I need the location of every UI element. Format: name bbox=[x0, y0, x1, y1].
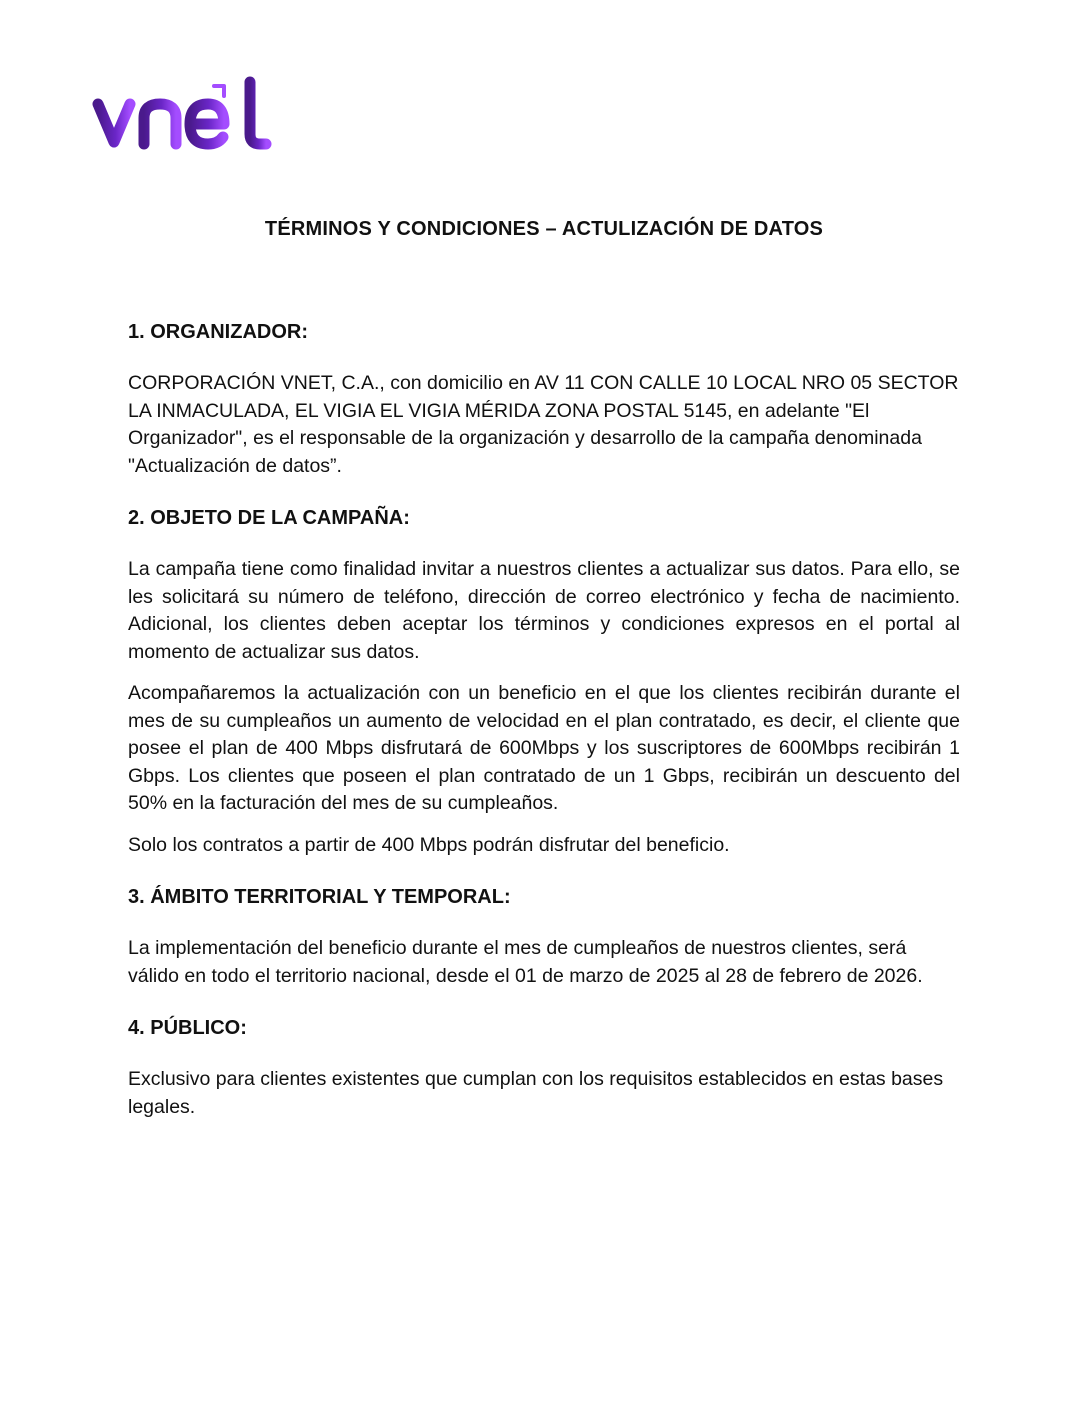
document-body bbox=[128, 318, 960, 1121]
vnet-logo bbox=[90, 74, 290, 154]
section-paragraph: Exclusivo para clientes existentes que cumplan con los requisitos establecidos en estas bases legales. bbox=[128, 1068, 944, 1118]
section-paragraph: Acompañaremos la actualización con un beneficio en el que los clientes recibirán durante el mes de su cumpleaños un aumento de velocidad en el plan contratado, es decir, el cliente que posee el plan de 400 Mbps disfrutará de 600Mbps y los suscriptores de 600Mbps recibirán 1 Gbps. Los clientes que poseen el plan contratado de un 1 Gbps, recibirán un descuento del 50% en la facturación del mes de su cumpleaños. bbox=[128, 682, 960, 814]
section-heading-publico: 4. PÚBLICO: bbox=[128, 1017, 247, 1039]
section-heading-objeto: 2. OBJETO DE LA CAMPAÑA: bbox=[128, 507, 410, 529]
section-paragraph: La campaña tiene como finalidad invitar a nuestros clientes a actualizar sus datos. Para ello, se les solicitará su número de teléfono, dirección de correo electrónico y fecha de nacimiento. Adicional, los clientes deben aceptar los términos y condiciones expresos en el portal al momento de actualizar sus datos. bbox=[128, 558, 960, 663]
section-paragraph: La implementación del beneficio durante el mes de cumpleaños de nuestros clientes, será válido en todo el territorio nacional, desde el 01 de marzo de 2025 al 28 de febrero de 2026. bbox=[128, 937, 923, 987]
section-heading-organizador: 1. ORGANIZADOR: bbox=[128, 321, 308, 343]
document-title: TÉRMINOS Y CONDICIONES – ACTULIZACIÓN DE DATOS bbox=[264, 218, 824, 240]
section-paragraph: Solo los contratos a partir de 400 Mbps podrán disfrutar del beneficio. bbox=[128, 833, 730, 856]
section-paragraph: CORPORACIÓN VNET, C.A., con domicilio en AV 11 CON CALLE 10 LOCAL NRO 05 SECTOR LA INMACULADA, EL VIGIA EL VIGIA MÉRIDA ZONA POSTAL 5145, en adelante "El Organizador", es el responsable de la organización y desarrollo de la campaña denominada "Actualización de datos”. bbox=[128, 372, 959, 477]
section-heading-ambito: 3. ÁMBITO TERRITORIAL Y TEMPORAL: bbox=[128, 886, 511, 908]
